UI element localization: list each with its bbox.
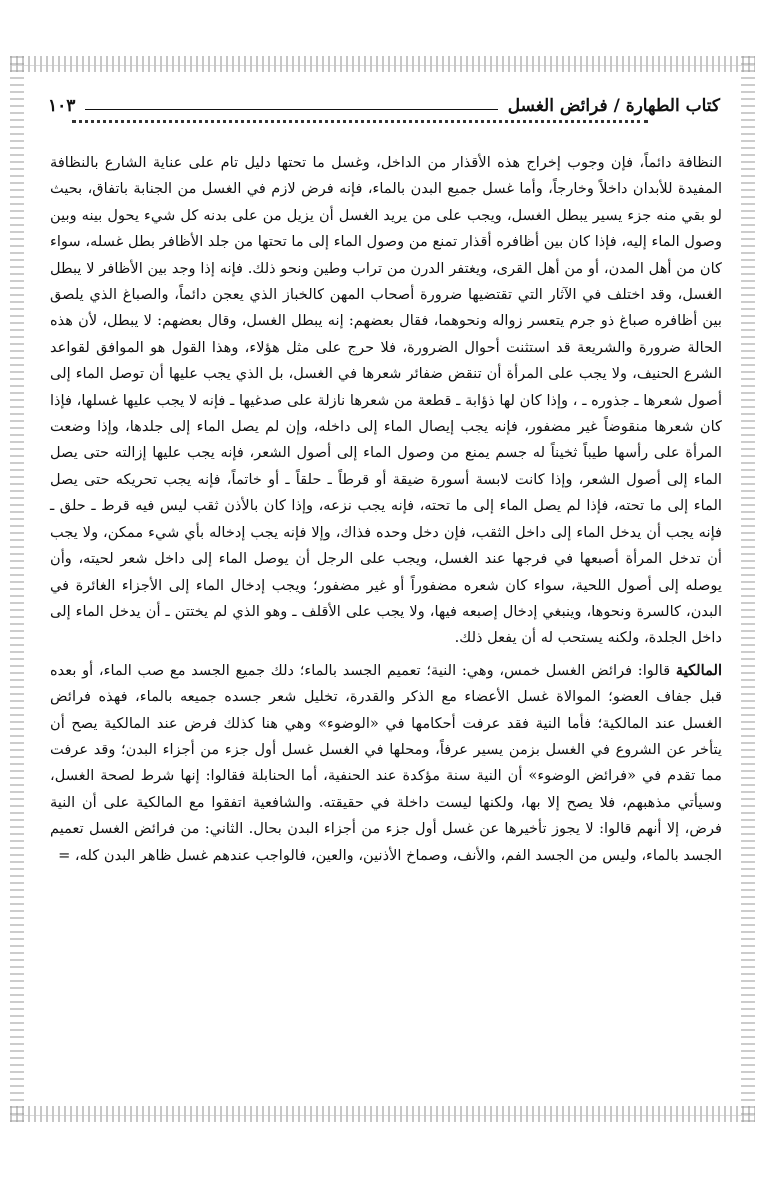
running-title: كتاب الطهارة / فرائض الغسل (507, 96, 720, 116)
page-body (50, 150, 722, 869)
page-number: ١٠٣ (48, 96, 76, 116)
paragraph-2-text: قالوا: فرائض الغسل خمس، وهي: النية؛ تعميم الجسد بالماء؛ دلك جميع الجسد مع صب الماء، أو بعده قبل جفاف العضو؛ الموالاة غسل الأعضاء مع الذكر والقدرة، تخليل شعر جسده جميعه بالماء، فهذه فرائض الغسل عند المالكية؛ فأما النية فقد عرفت أحكامها في «الوضوء» وهي هنا كذلك فرض عند المالكية يصح أن يتأخر عن الشروع في الغسل بزمن يسير عرفاً، ومحلها في الغسل غسل أول جزء من أجزاء البدن؛ وقد عرفت مما تقدم في «فرائض الوضوء» أن النية سنة مؤكدة عند الحنفية، أما الحنابلة فقالوا: إنها شرط لصحة الغسل، وسيأتي مذهبهم، فلا يصح إلا بها، ولكنها ليست داخلة في حقيقته. والشافعية اتفقوا مع المالكية على أن النية فرض، إلا أنهم قالوا: لا يجوز تأخيرها عن غسل أول جزء من أجزاء البدن بحال. الثاني: من فرائض الغسل تعميم الجسد بالماء، وليس من الجسد الفم، والأنف، وصماخ الأذنين، والعين، فالواجب عندهم غسل ظاهر البدن كله، = (50, 661, 722, 864)
ornamental-border-right (741, 56, 755, 1122)
header-rule (85, 109, 497, 110)
paragraph-1: النظافة دائماً، فإن وجوب إخراج هذه الأقذار من الداخل، وغسل ما تحتها دليل تام على عناية الشارع بالنظافة المفيدة للأبدان داخلاً وخارجاً، وأما غسل جميع البدن بالماء، فإنه فرض لازم في الغسل من الجنابة باتفاق، بحيث لو بقي منه جزء يسير يبطل الغسل، ويجب على من يريد الغسل أن يزيل من على بدنه كل شيء يحول بينه وبين وصول الماء إليه، فإذا كان بين أظافره أقذار تمنع من وصول الماء إلى ما تحتها من جلد الأظافر بطل غسله، سواء كان من أهل المدن، أو من أهل القرى، ويغتفر الدرن من تراب وطين ونحو ذلك. فإنه إذا وجد بين الأظافر لا يبطل الغسل، وقد اختلف في الآثار التي تقتضيها ضرورة أصحاب المهن كالخباز الذي يعجن دائماً، والصباغ الذي يلصق بين أظافره صباغ ذو جرم يتعسر زواله ونحوهما، فقال بعضهم: إنه يبطل الغسل، وقال بعضهم: لا يبطل، لأن هذه الحالة ضرورة والشريعة قد استثنت أحوال الضرورة، فلا حرج على مثل هؤلاء، وهذا القول هو الموافق لقواعد الشرع الحنيف، ولا يجب على المرأة أن تنقض ضفائر شعرها في الغسل، بل الذي يجب عليها أن توصل الماء إلى أصول شعرها ـ جذوره ـ ، وإذا كان لها ذؤابة ـ قطعة من شعرها نازلة على صدغيها ـ فإنه لا يجب عليها غسلها، فإذا كان شعرها منقوضاً غير مضفور، فإنه يجب إيصال الماء إلى داخله، وإن لم يصل الماء إلى جلدها، وإذا وضعت المرأة على رأسها طيباً ثخيناً له جسم يمنع من وصول الماء إلى أصول الشعر، فإنه يجب عليها إزالته حتى يصل الماء إلى أصول الشعر، وإذا كانت لابسة أسورة ضيقة أو قرطاً ـ حلقاً ـ أو خاتماً، فإنه يجب تحريكه حتى يصل الماء إلى ما تحته، فإذا لم يصل الماء إلى ما تحته، فإنه يجب نزعه، وإذا كان بالأذن ثقب ليس فيه قرط ـ حلق ـ فإنه يجب أن يدخل الماء إلى داخل الثقب، فإن دخل وحده فذاك، وإلا فإنه يجب إدخاله بأي شيء ممكن، ولا يجب أن تدخل المرأة أصبعها في فرجها عند الغسل، ويجب على الرجل أن يوصل الماء إلى داخل شعر لحيته، وأن يوصله إلى أصول اللحية، سواء كان شعره مضفوراً أو غير مضفور؛ ويجب إدخال الماء إلى الأجزاء الغائرة في البدن، كالسرة ونحوها، وينبغي إدخال إصبعه فيها، ولا يجب على الأقلف ـ وهو الذي لم يختتن ـ أن يدخل الماء إلى داخل الجلدة، ولكنه يستحب له أن يفعل ذلك. (50, 154, 722, 647)
ornamental-border-bottom (10, 1106, 755, 1122)
paragraph-2 (50, 658, 722, 869)
dotted-separator (72, 120, 648, 123)
page-header (48, 86, 720, 116)
paragraph-2-lead: المالكية (675, 661, 723, 679)
ornamental-border-top (10, 56, 755, 72)
ornamental-border-left (10, 56, 24, 1122)
